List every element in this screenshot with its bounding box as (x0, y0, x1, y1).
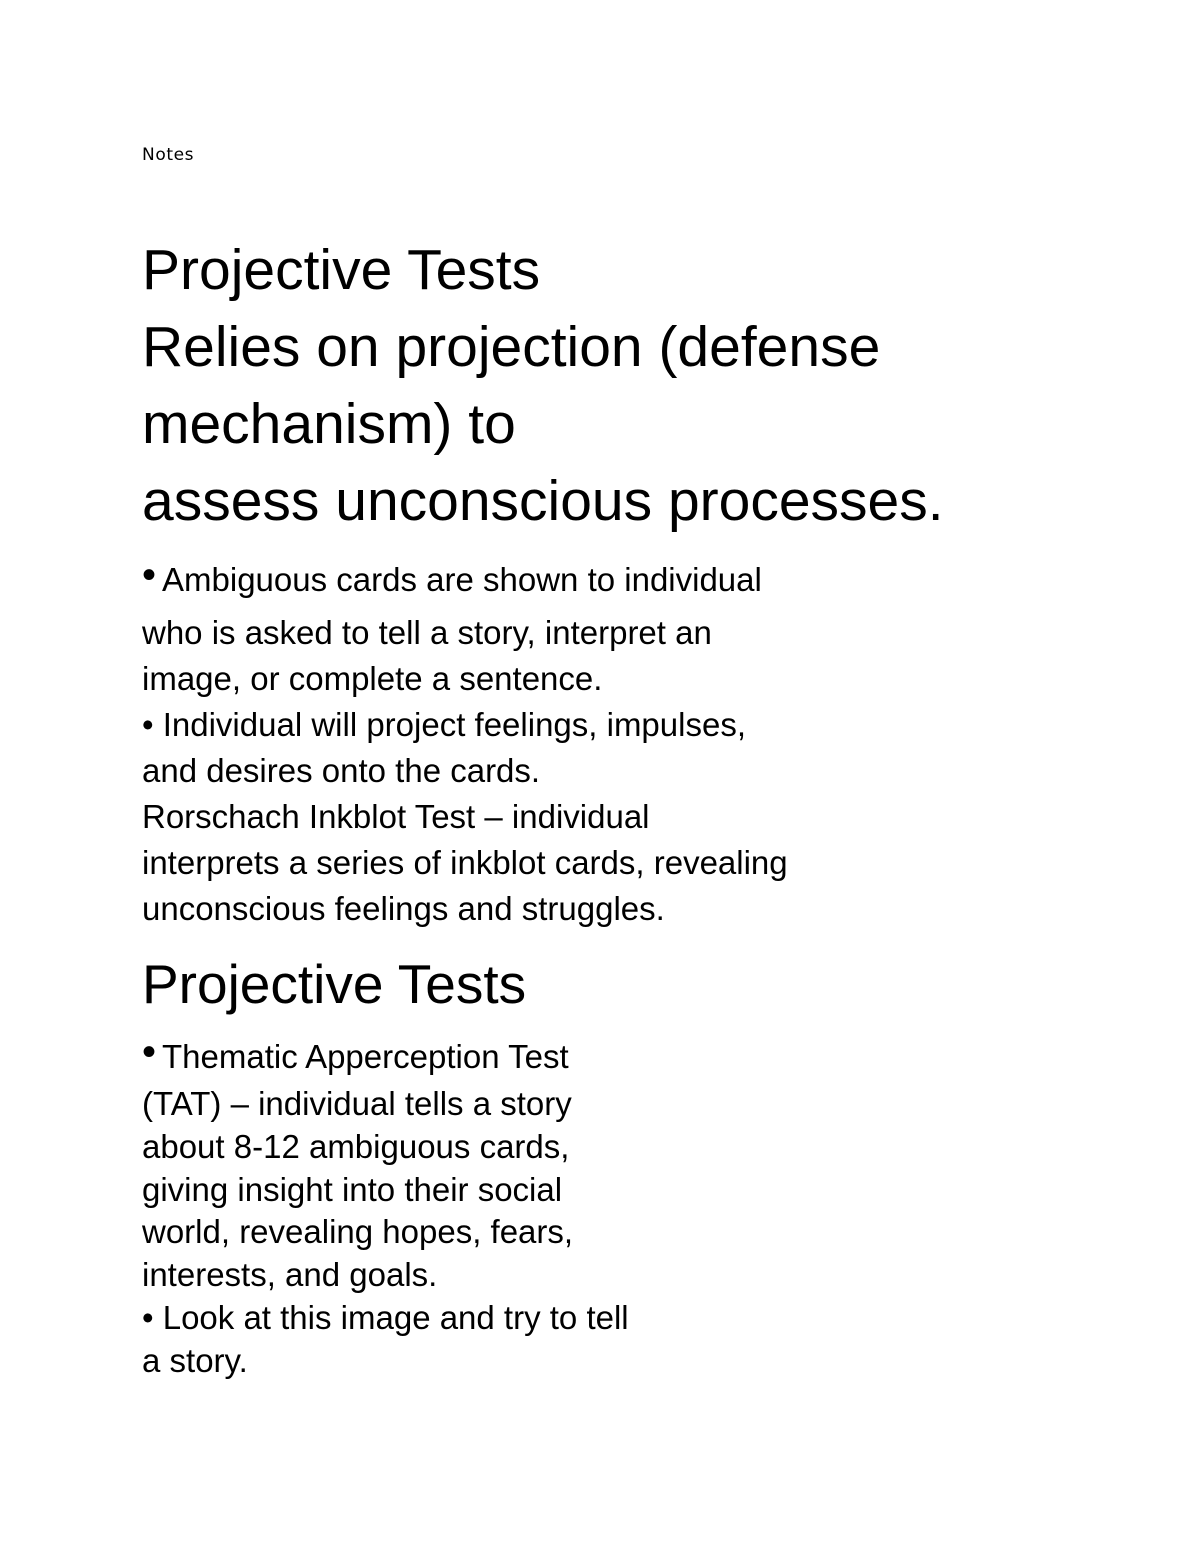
section1-text-line: interprets a series of inkblot cards, revealing (142, 844, 788, 881)
header-label: Notes (142, 145, 195, 165)
section2-bullet-text: Thematic Apperception Test (162, 1038, 569, 1075)
section1-heading-block (142, 232, 1142, 540)
section2-text-line: (TAT) – individual tells a story (142, 1085, 572, 1122)
section1-bullet-text: Ambiguous cards are shown to individual (162, 561, 762, 598)
section1-text-line: and desires onto the cards. (142, 752, 541, 789)
section1-subtitle-line: mechanism) to (142, 392, 516, 456)
section1-text-line: Rorschach Inkblot Test – individual (142, 798, 650, 835)
section2-text-line: interests, and goals. (142, 1256, 438, 1293)
bullet-icon: • (142, 1030, 157, 1074)
section1-text-line: • Individual will project feelings, impulses, (142, 706, 746, 743)
section1-subtitle-line: assess unconscious processes. (142, 469, 944, 533)
section1-text-line: image, or complete a sentence. (142, 660, 603, 697)
bullet-icon: • (142, 553, 157, 597)
section2-text-line: about 8-12 ambiguous cards, (142, 1128, 570, 1165)
section2-title: Projective Tests (142, 953, 527, 1015)
section2-bullet-line (142, 1030, 569, 1077)
section1-title: Projective Tests (142, 238, 541, 302)
section2-text-line: giving insight into their social (142, 1171, 563, 1208)
section2-text-line: • Look at this image and try to tell (142, 1299, 629, 1336)
section1-bullet-line (142, 553, 762, 600)
section2-text-line: a story. (142, 1342, 248, 1379)
section1-text-line: who is asked to tell a story, interpret an (142, 614, 712, 651)
section1-subtitle-line: Relies on projection (defense (142, 315, 881, 379)
section2-text-line: world, revealing hopes, fears, (142, 1213, 574, 1250)
section1-text-line: unconscious feelings and struggles. (142, 890, 665, 927)
